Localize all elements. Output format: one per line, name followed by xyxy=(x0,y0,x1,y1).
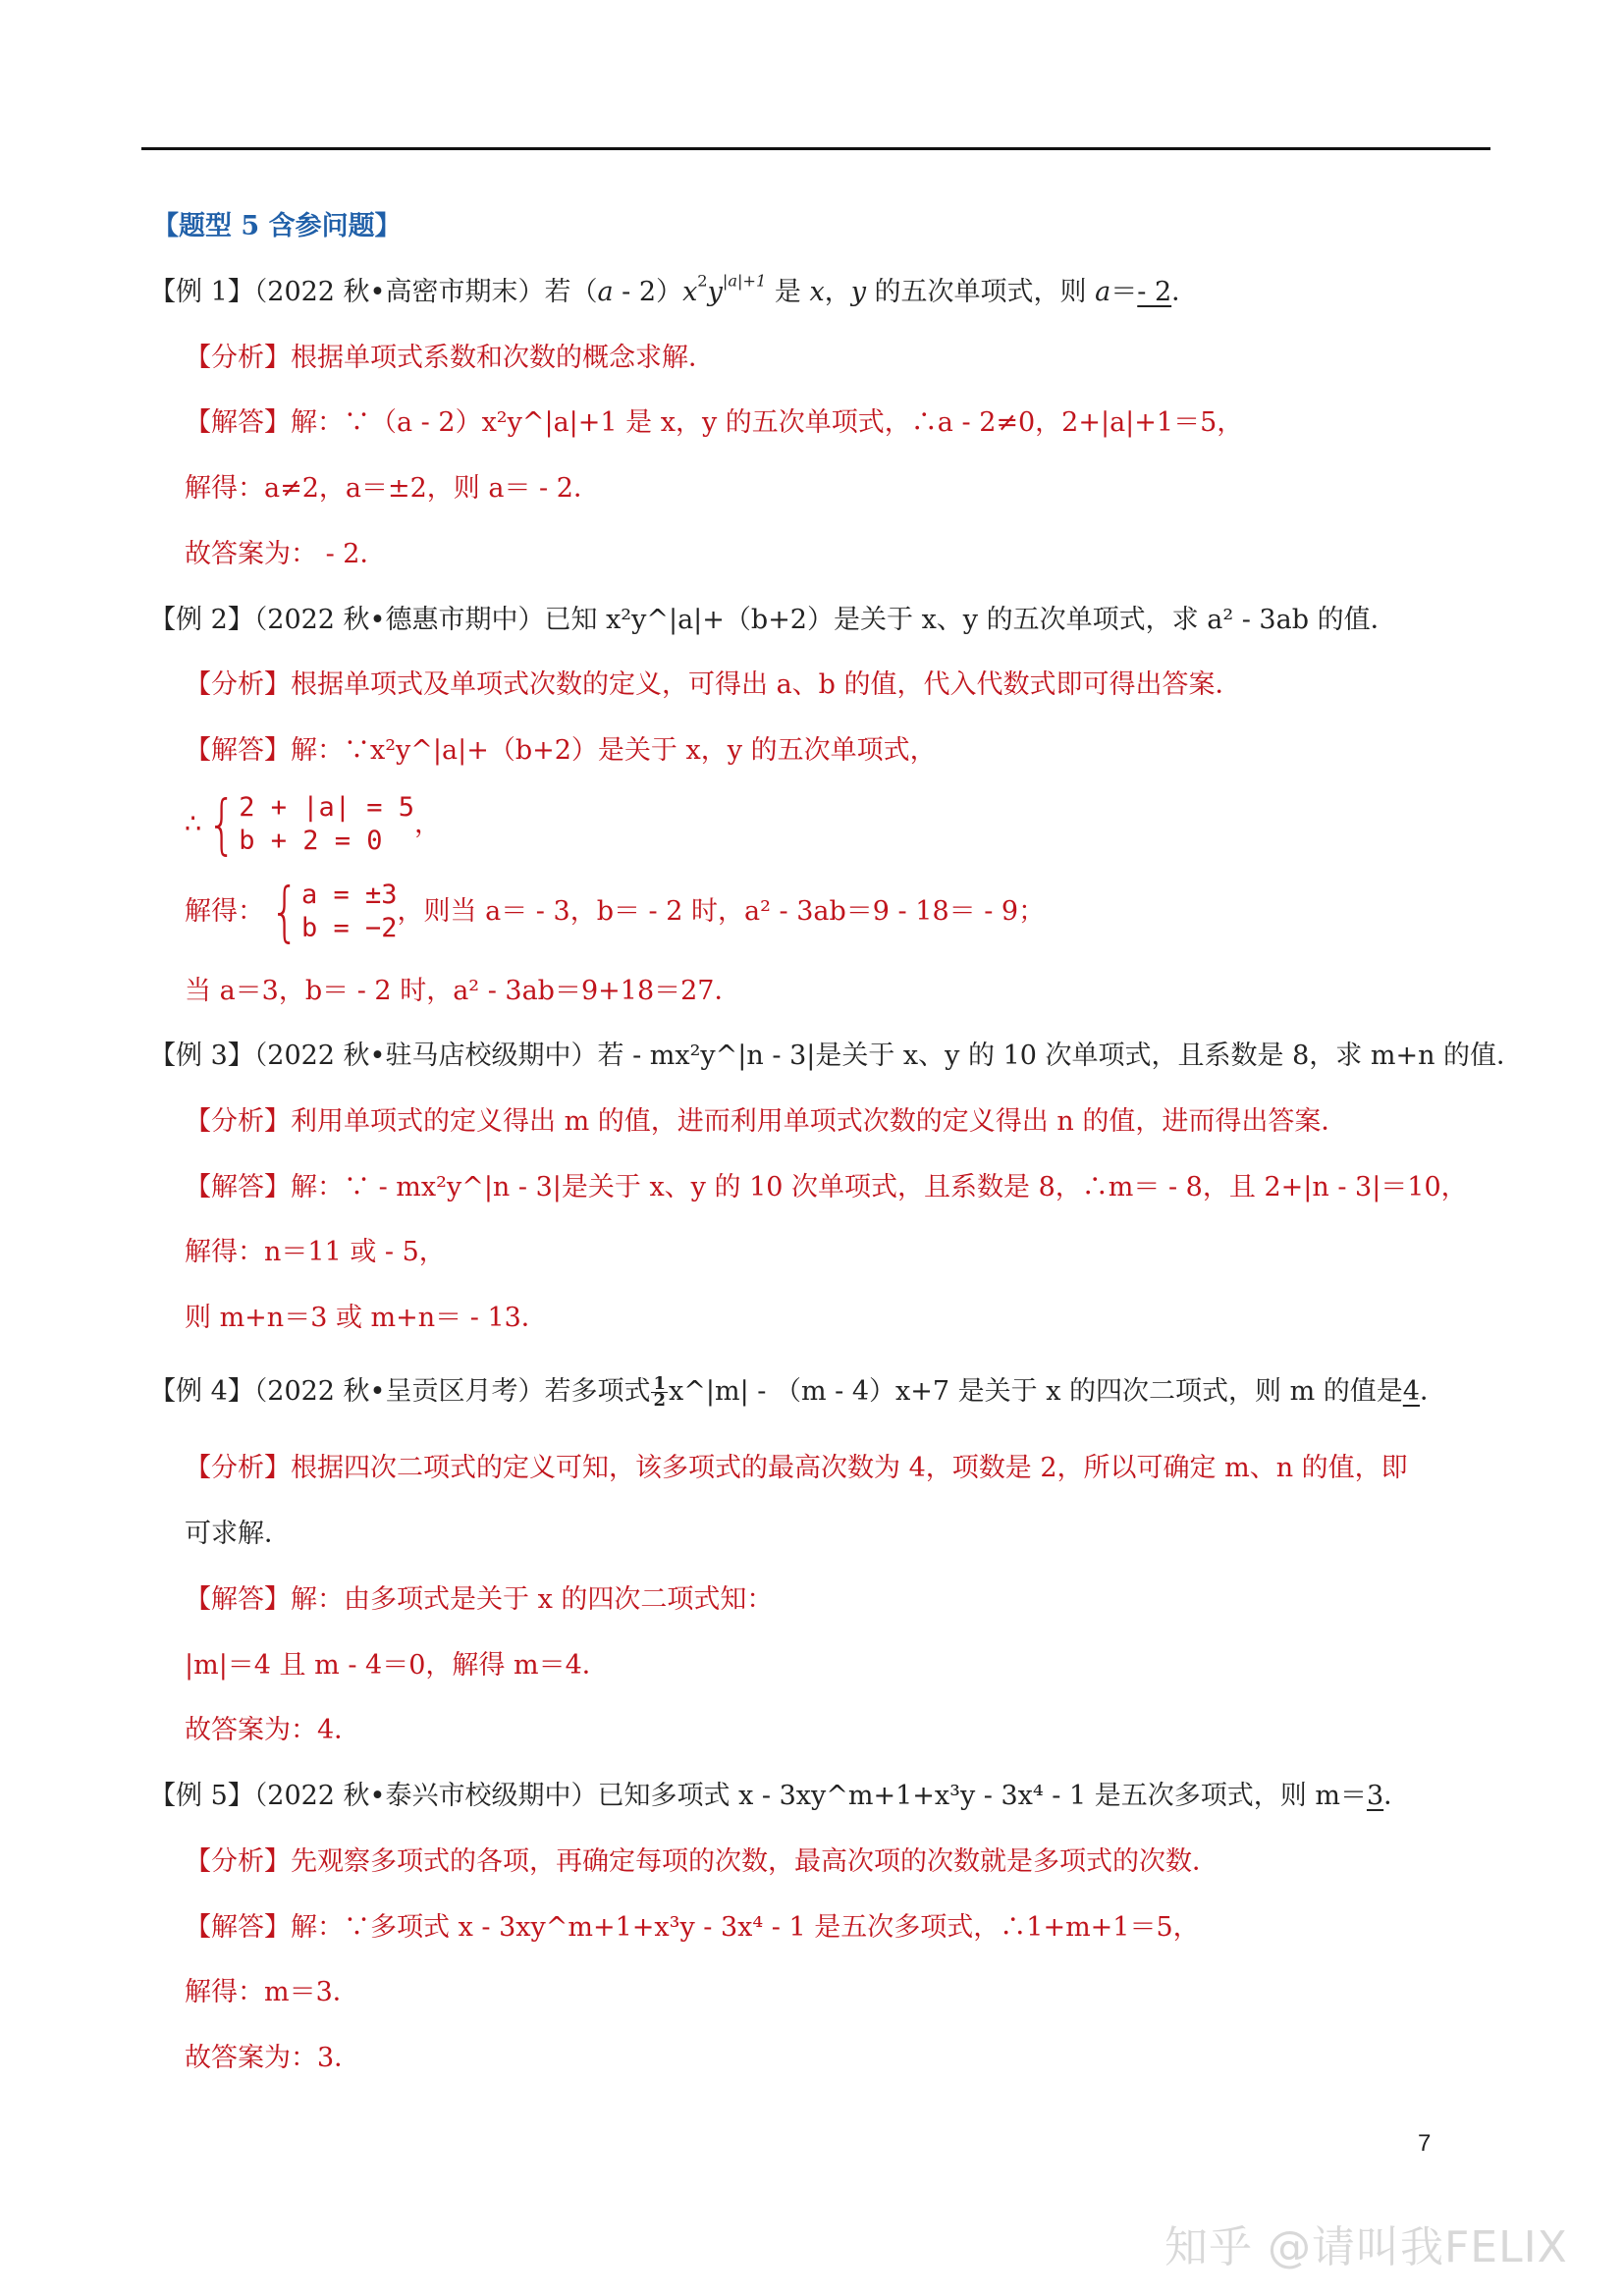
watermark: 知乎 @请叫我FELIX xyxy=(1164,2222,1568,2272)
section-title: 【题型 5 含参问题】 xyxy=(152,211,402,241)
answer-blank: ‑ 2 xyxy=(1137,277,1172,307)
example-2-analysis: 【分析】根据单项式及单项式次数的定义，可得出 a、b 的值，代入代数式即可得出答案． xyxy=(185,669,1242,700)
fraction-one-half: $\frac{1}{2}$ xyxy=(653,1373,667,1411)
example-3-final: 则 m+n＝3 或 m+n＝ ‑ 13． xyxy=(185,1303,548,1333)
example-1-final: 故答案为： ‑ 2． xyxy=(185,539,387,569)
example-5-solution: 【解答】解：∵多项式 x ‑ 3xy^m+1+x³y ‑ 3x⁴ ‑ 1 是五次多项式，∴1+m+1＝5， xyxy=(185,1912,1200,1943)
example-5-step: 解得：m＝3． xyxy=(185,1977,359,2007)
example-2-system-2: 解得：{ a = ±3 b = −2 ，则当 a＝ ‑ 3，b＝ ‑ 2 时，a² ‑ 3ab＝9 ‑ 18＝ ‑ 9； xyxy=(185,874,1046,949)
example-2-question: 【例 2】（2022 秋•德惠市期中）已知 x²y^|a|+（b+2）是关于 x、y 的五次单项式，求 a² ‑ 3ab 的值． xyxy=(149,605,1397,635)
example-4-solution: 【解答】解：由多项式是关于 x 的四次二项式知： xyxy=(185,1584,774,1615)
example-5-question: 【例 5】（2022 秋•泰兴市校级期中）已知多项式 x ‑ 3xy^m+1+x³y ‑ 3x⁴ ‑ 1 是五次多项式，则 m＝3． xyxy=(149,1779,1410,1814)
page-number: 7 xyxy=(1418,2130,1432,2157)
brace-icon: { xyxy=(207,786,237,862)
brace-icon: { xyxy=(270,874,299,949)
header-rule xyxy=(141,147,1490,150)
example-2-system-1: ∴{ 2 + |a| = 5 b + 2 = 0 ， xyxy=(185,786,441,862)
example-2-solution: 【解答】解：∵x²y^|a|+（b+2）是关于 x，y 的五次单项式， xyxy=(185,735,937,766)
example-3-analysis: 【分析】利用单项式的定义得出 m 的值，进而利用单项式次数的定义得出 n 的值，进而得出答案． xyxy=(185,1106,1348,1137)
example-4-final: 故答案为：4． xyxy=(185,1715,361,1745)
answer-blank: 3 xyxy=(1366,1781,1384,1811)
example-1-analysis: 【分析】根据单项式系数和次数的概念求解． xyxy=(185,343,715,373)
example-3-step: 解得：n＝11 或 ‑ 5， xyxy=(185,1237,446,1267)
answer-blank: 4 xyxy=(1402,1376,1420,1407)
example-2-last: 当 a＝3，b＝ ‑ 2 时，a² ‑ 3ab＝9+18＝27． xyxy=(185,976,741,1006)
example-4-analysis-1: 【分析】根据四次二项式的定义可知，该多项式的最高次数为 4，项数是 2，所以可确定 m、n 的值，即 xyxy=(185,1453,1408,1483)
example-1-solution: 【解答】解：∵（a ‑ 2）x²y^|a|+1 是 x，y 的五次单项式，∴a ‑ 2≠0，2+|a|+1＝5， xyxy=(185,407,1244,438)
example-4-question: 【例 4】（2022 秋•呈贡区月考）若多项式 $\frac{1}{2}$ x^|m| ‑ （m ‑ 4）x+7 是关于 x 的四次二项式，则 m 的值是4． xyxy=(149,1373,1446,1411)
example-3-question: 【例 3】（2022 秋•驻马店校级期中）若 ‑ mx²y^|n ‑ 3|是关于 x、y 的 10 次单项式，且系数是 8，求 m+n 的值． xyxy=(149,1041,1524,1071)
example-1-step: 解得：a≠2，a＝±2，则 a＝ ‑ 2． xyxy=(185,473,600,504)
example-1-question: 【例 1】（2022 秋•高密市期末）若（a ‑ $2)x^2y^{|a|+1}$ 是 x，y 的五次单项式，则 a＝‑ 2． xyxy=(149,275,1198,310)
example-5-final: 故答案为：3． xyxy=(185,2043,361,2073)
example-4-analysis-2: 可求解． xyxy=(185,1519,291,1549)
example-3-solution: 【解答】解：∵ ‑ mx²y^|n ‑ 3|是关于 x、y 的 10 次单项式，且系数是 8，∴m＝ ‑ 8，且 2+|n ‑ 3|＝10， xyxy=(185,1172,1468,1202)
example-5-analysis: 【分析】先观察多项式的各项，再确定每项的次数，最高次项的次数就是多项式的次数． xyxy=(185,1846,1218,1877)
example-4-step: |m|＝4 且 m ‑ 4＝0，解得 m＝4． xyxy=(185,1650,609,1681)
